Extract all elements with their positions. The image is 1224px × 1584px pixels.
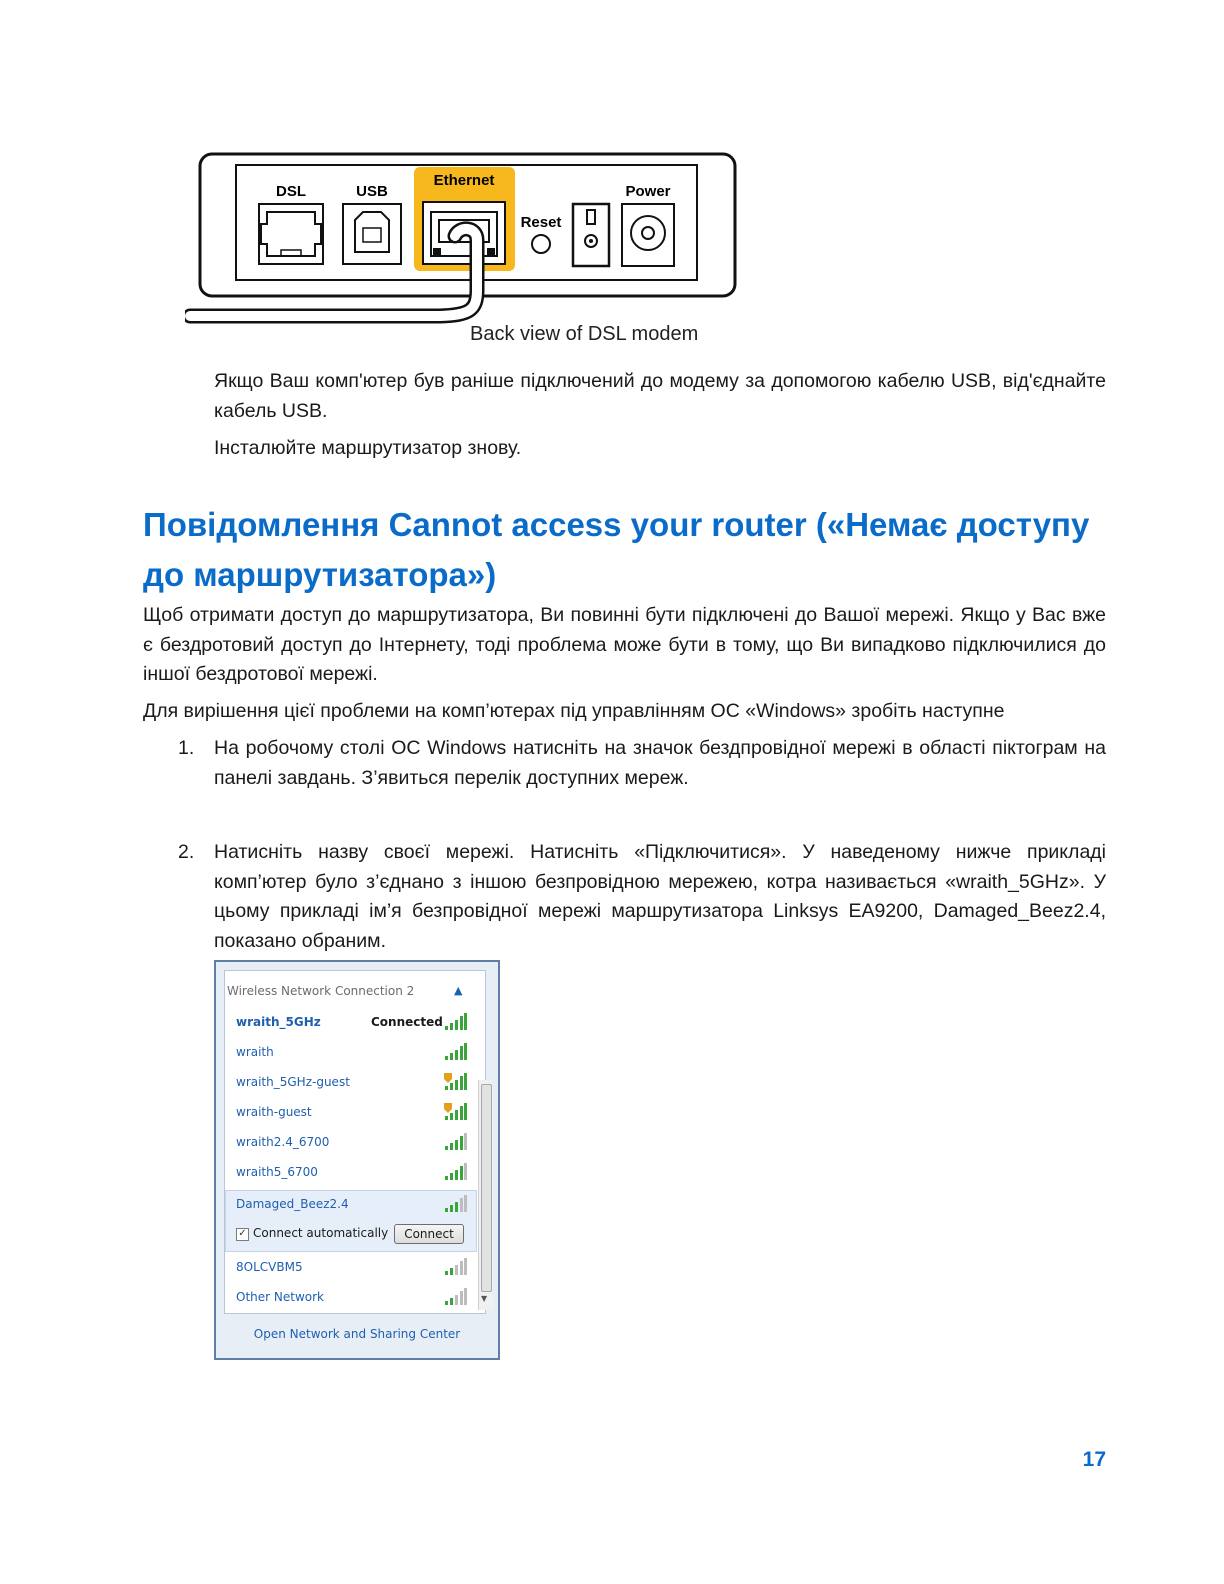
network-item-wraith2-4-6700[interactable] xyxy=(225,1129,477,1157)
connect-automatically-checkbox[interactable]: ✓ xyxy=(236,1228,249,1241)
network-name: wraith_5GHz-guest xyxy=(236,1075,350,1089)
signal-strength-icon xyxy=(443,1258,467,1276)
section-paragraph-2: Для вирішення цієї проблеми на комп’ютерах під управлінням ОС «Windows» зробіть наступне xyxy=(143,700,1005,722)
wireless-network-panel xyxy=(214,960,500,1360)
signal-unsecured-icon xyxy=(443,1073,467,1091)
network-name: wraith5_6700 xyxy=(236,1165,318,1179)
network-item-8olcvbm5[interactable] xyxy=(225,1254,477,1282)
chevron-up-icon[interactable]: ▲ xyxy=(454,984,463,997)
power-jack-icon xyxy=(622,204,674,266)
dsl-modem-back-view xyxy=(185,140,745,355)
signal-strength-icon xyxy=(443,1288,467,1306)
section-paragraph-1: Щоб отримати доступ до маршрутизатора, Ви повинні бути підключені до Вашої мережі. Якщо у Вас вже є бездротовий доступ до Інтернету, тоді проблема може бути в тому, що Ви випадково підключилися до іншої бездротової мережі. xyxy=(143,604,1106,685)
network-name: Damaged_Beez2.4 xyxy=(236,1197,349,1211)
network-name: wraith2.4_6700 xyxy=(236,1135,330,1149)
ethernet-label: Ethernet xyxy=(433,172,495,189)
network-item-wraith-guest[interactable] xyxy=(225,1099,477,1127)
reset-button-icon xyxy=(532,235,550,253)
signal-strength-icon xyxy=(443,1043,467,1061)
power-switch-icon xyxy=(573,204,609,266)
step-1-text: На робочому столі ОС Windows натисніть на значок бездпровідної мережі в області піктограм на панелі завдань. З’явиться перелік доступних мереж. xyxy=(214,737,1106,789)
connect-button[interactable]: Connect xyxy=(394,1224,464,1244)
signal-strength-icon xyxy=(443,1163,467,1181)
network-item-wraith5-6700[interactable] xyxy=(225,1159,477,1187)
dsl-port-icon xyxy=(259,204,323,264)
scrollbar-thumb[interactable] xyxy=(481,1084,492,1292)
connection-status: Connected xyxy=(371,1015,443,1029)
network-list-scrollbar[interactable] xyxy=(478,1080,493,1310)
section-heading: Повідомлення Cannot access your router («Немає доступу до маршрутизатора») xyxy=(143,506,1090,593)
step-1-number: 1. xyxy=(178,737,195,759)
signal-unsecured-icon xyxy=(443,1103,467,1121)
step-2-number: 2. xyxy=(178,841,195,863)
network-item-wraith-5ghz[interactable] xyxy=(225,1009,477,1037)
network-name: 8OLCVBM5 xyxy=(236,1260,303,1274)
signal-strength-icon xyxy=(443,1013,467,1031)
step-2-text: Натисніть назву своєї мережі. Натисніть «Підключитися». У наведеному нижче прикладі комп’ютер було з’єднано з іншою безпровідною мережею, котра називається «wraith_5GHz». У цьому прикладі ім’я безпровідної мережі маршрутизатора Linksys EA9200, Damaged_Beez2.4, показано обраним. xyxy=(214,841,1106,952)
connect-automatically-label: Connect automatically xyxy=(253,1226,389,1240)
dsl-label: DSL xyxy=(276,183,306,200)
network-item-damaged-beez2-4[interactable] xyxy=(225,1190,477,1252)
network-item-wraith-5ghz-guest[interactable] xyxy=(225,1069,477,1097)
network-name: wraith_5GHz xyxy=(236,1015,321,1029)
network-item-other-network[interactable] xyxy=(225,1284,477,1312)
signal-strength-icon xyxy=(443,1133,467,1151)
usb-port-icon xyxy=(343,204,401,264)
intro-paragraph-usb: Якщо Ваш комп'ютер був раніше підключений до модему за допомогою кабелю USB, від'єднайте кабель USB. xyxy=(214,370,1106,422)
signal-strength-icon xyxy=(443,1195,467,1213)
network-name: wraith-guest xyxy=(236,1105,312,1119)
network-name: Other Network xyxy=(236,1290,324,1304)
scroll-down-arrow-icon[interactable]: ▼ xyxy=(481,1294,488,1303)
modem-caption: Back view of DSL modem xyxy=(470,323,699,345)
power-label: Power xyxy=(625,183,671,200)
connection-header: Wireless Network Connection 2 xyxy=(227,984,415,998)
intro-paragraph-reinstall: Інсталюйте маршрутизатор знову. xyxy=(214,437,522,459)
usb-label: USB xyxy=(356,183,388,200)
open-network-sharing-center-link[interactable]: Open Network and Sharing Center xyxy=(253,1327,461,1341)
reset-label: Reset xyxy=(520,214,562,231)
page-number: 17 xyxy=(1082,1448,1106,1471)
network-item-wraith[interactable] xyxy=(225,1039,477,1067)
network-name: wraith xyxy=(236,1045,274,1059)
